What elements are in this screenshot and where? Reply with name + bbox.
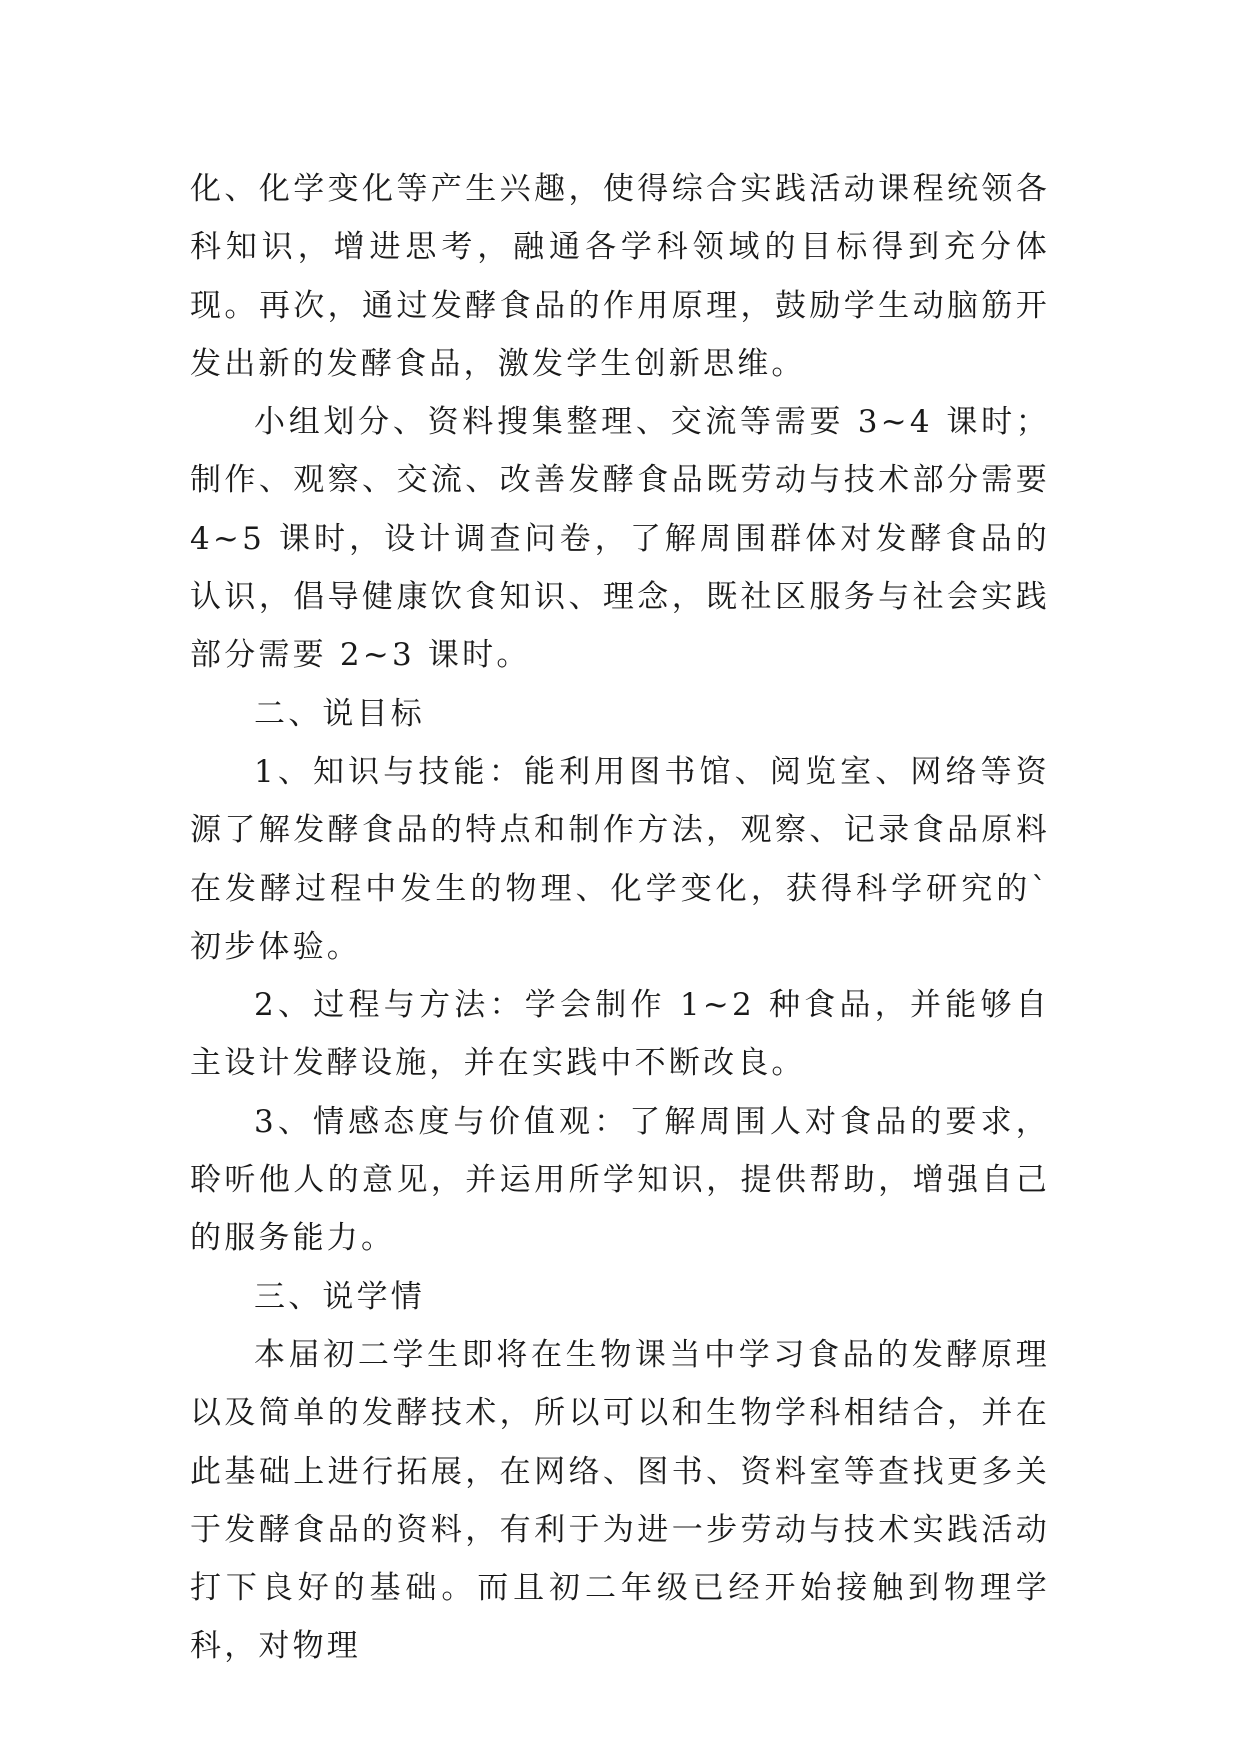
paragraph-class-hours: 小组划分、资料搜集整理、交流等需要 3~4 课时；制作、观察、交流、改善发酵食品既劳动与技术部分需要 4~5 课时，设计调查问卷，了解周围群体对发酵食品的认识，倡导健康饮食知识、理念，既社区服务与社会实践部分需要 2~3 课时。 (190, 404, 1050, 674)
paragraph-student-analysis: 本届初二学生即将在生物课当中学习食品的发酵原理以及简单的发酵技术，所以可以和生物学科相结合，并在此基础上进行拓展，在网络、图书、资料室等查找更多关于发酵食品的资料，有利于为进一步劳动与技术实践活动打下良好的基础。而且初二年级已经开始接触到物理学科，对物理 (190, 1336, 1050, 1665)
section-heading-objectives: 二、说目标 (254, 695, 425, 732)
document-body (190, 160, 1050, 1676)
objective-knowledge-skills: 1、知识与技能：能利用图书馆、阅览室、网络等资源了解发酵食品的特点和制作方法，观察、记录食品原料在发酵过程中发生的物理、化学变化，获得科学研究的`初步体验。 (190, 753, 1050, 965)
paragraph-continuation: 化、化学变化等产生兴趣，使得综合实践活动课程统领各科知识，增进思考，融通各学科领域的目标得到充分体现。再次，通过发酵食品的作用原理，鼓励学生动脑筋开发出新的发酵食品，激发学生创新思维。 (190, 171, 1050, 382)
objective-attitudes-values: 3、情感态度与价值观：了解周围人对食品的要求，聆听他人的意见，并运用所学知识，提供帮助，增强自己的服务能力。 (190, 1103, 1050, 1257)
section-heading-students: 三、说学情 (254, 1278, 425, 1315)
objective-process-methods: 2、过程与方法：学会制作 1~2 种食品，并能够自主设计发酵设施，并在实践中不断改良。 (190, 987, 1050, 1082)
